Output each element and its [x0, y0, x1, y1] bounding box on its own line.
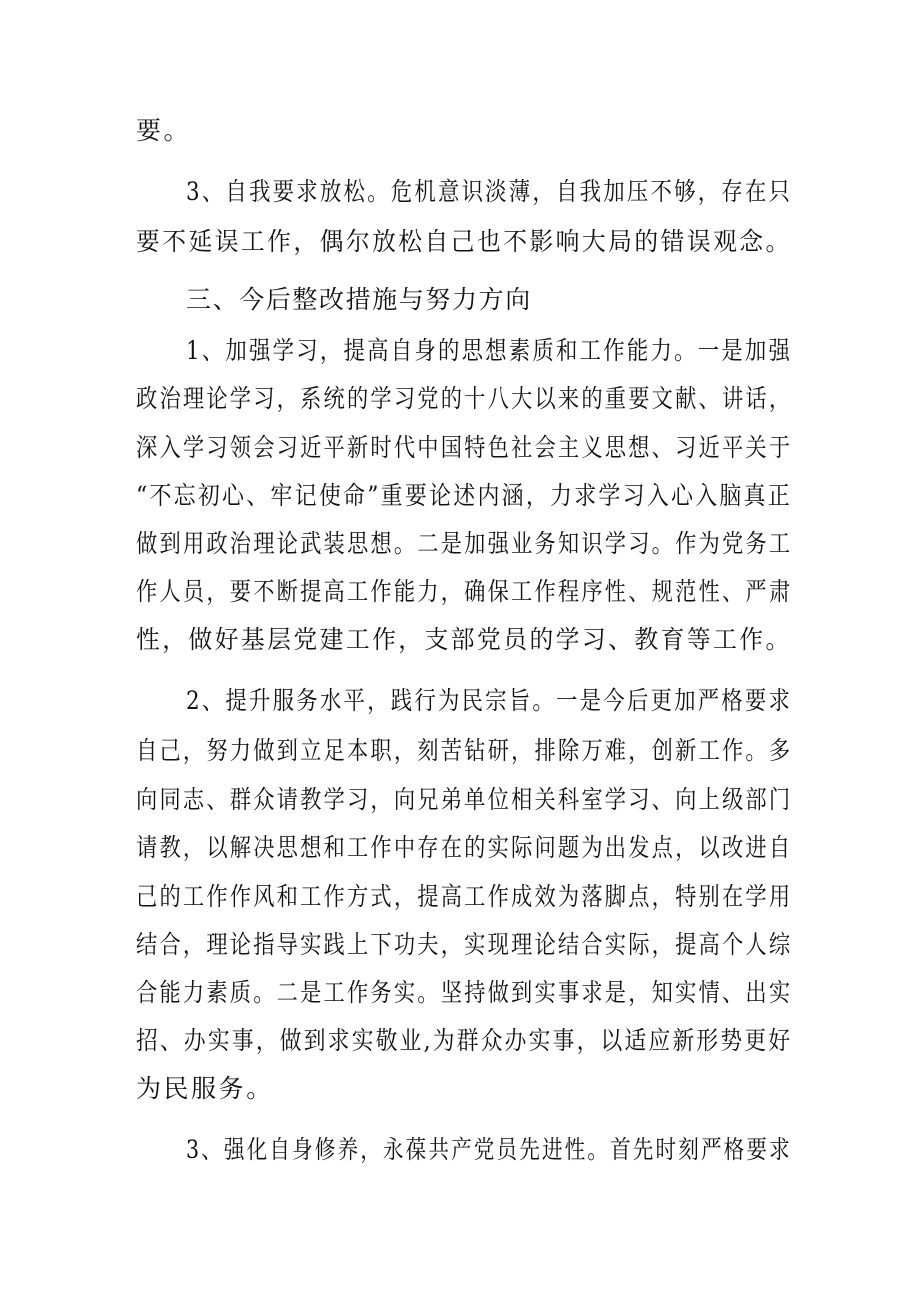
text-line: 政治理论学习，系统的学习党的十八大以来的重要文献、讲话， [136, 384, 793, 413]
text-line: 1、加强学习，提高自身的思想素质和工作能力。一是加强 [186, 336, 793, 365]
text-line: 招、办实事，做到求实敬业,为群众办实事，以适应新形势更好 [136, 1026, 793, 1055]
text-line: 为民服务。 [136, 1074, 274, 1103]
text-line: 作人员，要不断提高工作能力，确保工作程序性、规范性、严肃 [136, 577, 793, 606]
text-line: 向同志、群众请教学习，向兄弟单位相关科室学习、向上级部门 [136, 785, 793, 814]
section-heading: 三、今后整改措施与努力方向 [186, 285, 532, 314]
text-line: 做到用政治理论武装思想。二是加强业务知识学习。作为党务工 [136, 529, 793, 558]
text-line: 3、强化自身修养，永葆共产党员先进性。首先时刻严格要求 [186, 1135, 792, 1164]
text-line: 合能力素质。二是工作务实。坚持做到实事求是，知实情、出实 [136, 978, 793, 1007]
text-line: “不忘初心、牢记使命”重要论述内涵，力求学习入心入脑真正 [136, 481, 792, 510]
text-line: 要不延误工作，偶尔放松自己也不影响大局的错误观念。 [136, 227, 792, 256]
text-line: 要。 [136, 116, 192, 145]
text-line: 自己，努力做到立足本职，刻苦钻研，排除万难，创新工作。多 [136, 736, 793, 765]
text-line: 2、提升服务水平，践行为民宗旨。一是今后更加严格要求 [186, 686, 793, 715]
text-line: 结合，理论指导实践上下功夫，实现理论结合实际，提高个人综 [136, 930, 793, 959]
text-line: 己的工作作风和工作方式，提高工作成效为落脚点，特别在学用 [136, 882, 793, 911]
text-line: 3、自我要求放松。危机意识淡薄，自我加压不够，存在只 [186, 177, 793, 206]
text-line: 请教，以解决思想和工作中存在的实际问题为出发点，以改进自 [136, 833, 793, 862]
text-line: 性，做好基层党建工作，支部党员的学习、教育等工作。 [136, 625, 792, 654]
text-line: 深入学习领会习近平新时代中国特色社会主义思想、习近平关于 [136, 433, 793, 462]
